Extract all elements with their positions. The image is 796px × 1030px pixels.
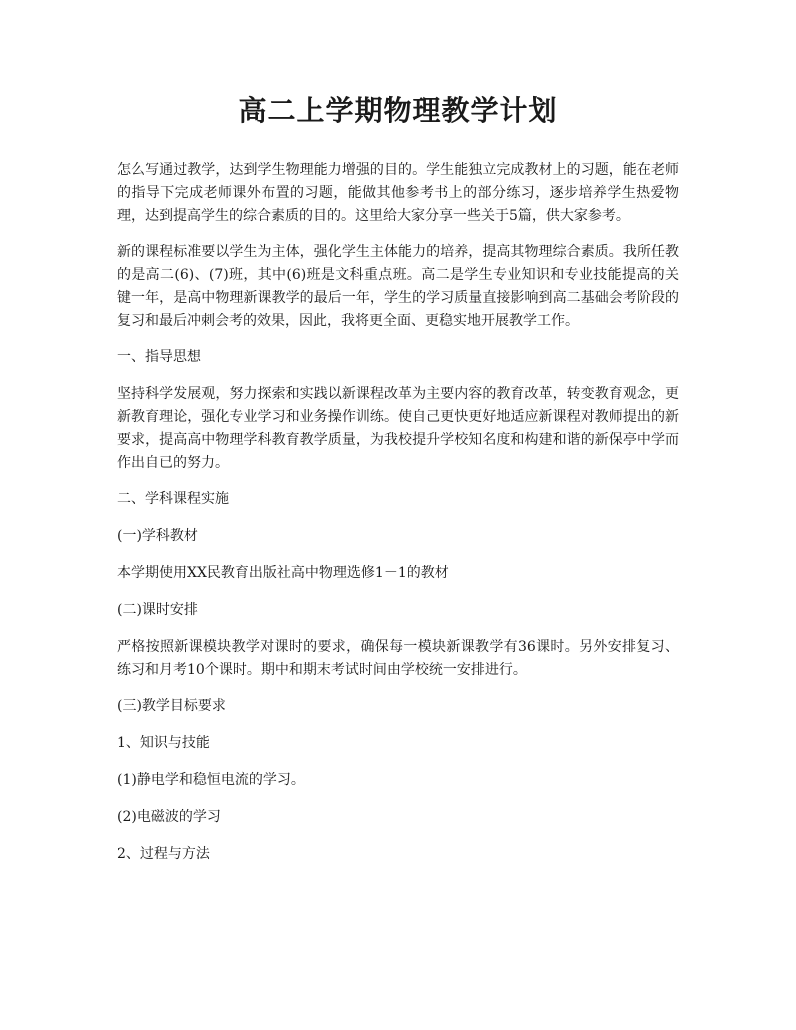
- section-heading: (二)课时安排: [117, 602, 198, 618]
- section-heading: (1)静电学和稳恒电流的学习。: [117, 772, 305, 788]
- section-heading: 1、知识与技能: [117, 735, 210, 751]
- section-heading: (一)学科教材: [117, 528, 198, 544]
- section-heading: 一、指导思想: [117, 349, 201, 365]
- section-heading: 二、学科课程实施: [117, 491, 229, 507]
- section-heading: (2)电磁波的学习: [117, 809, 221, 825]
- body-paragraph: 新的课程标准要以学生为主体，强化学生主体能力的培养，提高其物理综合素质。我所任教的是高二(6)、(7)班，其中(6)班是文科重点班。高二是学生专业知识和专业技能提高的关键一年，是高中物理新课教学的最后一年，学生的学习质量直接影响到高二基础会考阶段的复习和最后冲刺会考的效果，因此，我将更全面、更稳实地开展教学工作。: [117, 244, 679, 329]
- body-paragraph: 严格按照新课模块教学对课时的要求，确保每一模块新课教学有36课时。另外安排复习、练习和月考10个课时。期中和期末考试时间由学校统一安排进行。: [117, 639, 679, 678]
- body-paragraph: 怎么写通过教学，达到学生物理能力增强的目的。学生能独立完成教材上的习题，能在老师的指导下完成老师课外布置的习题，能做其他参考书上的部分练习，逐步培养学生热爱物理，达到提高学生的综合素质的目的。这里给大家分享一些关于5篇，供大家参考。: [117, 162, 679, 224]
- section-heading: (三)教学目标要求: [117, 698, 226, 714]
- document-page: [117, 92, 679, 880]
- section-heading: 本学期使用XX民教育出版社高中物理选修1－1的教材: [117, 565, 449, 581]
- section-heading: 2、过程与方法: [117, 846, 210, 862]
- document-title: 高二上学期物理教学计划: [238, 94, 558, 127]
- document-body: [117, 159, 679, 865]
- body-paragraph: 坚持科学发展观，努力探索和实践以新课程改革为主要内容的教育改革，转变教育观念，更新教育理论，强化专业学习和业务操作训练。使自己更快更好地适应新课程对教师提出的新要求，提高高中物理学科教育教学质量，为我校提升学校知名度和构建和谐的新保亭中学而作出自已的努力。: [117, 386, 679, 471]
